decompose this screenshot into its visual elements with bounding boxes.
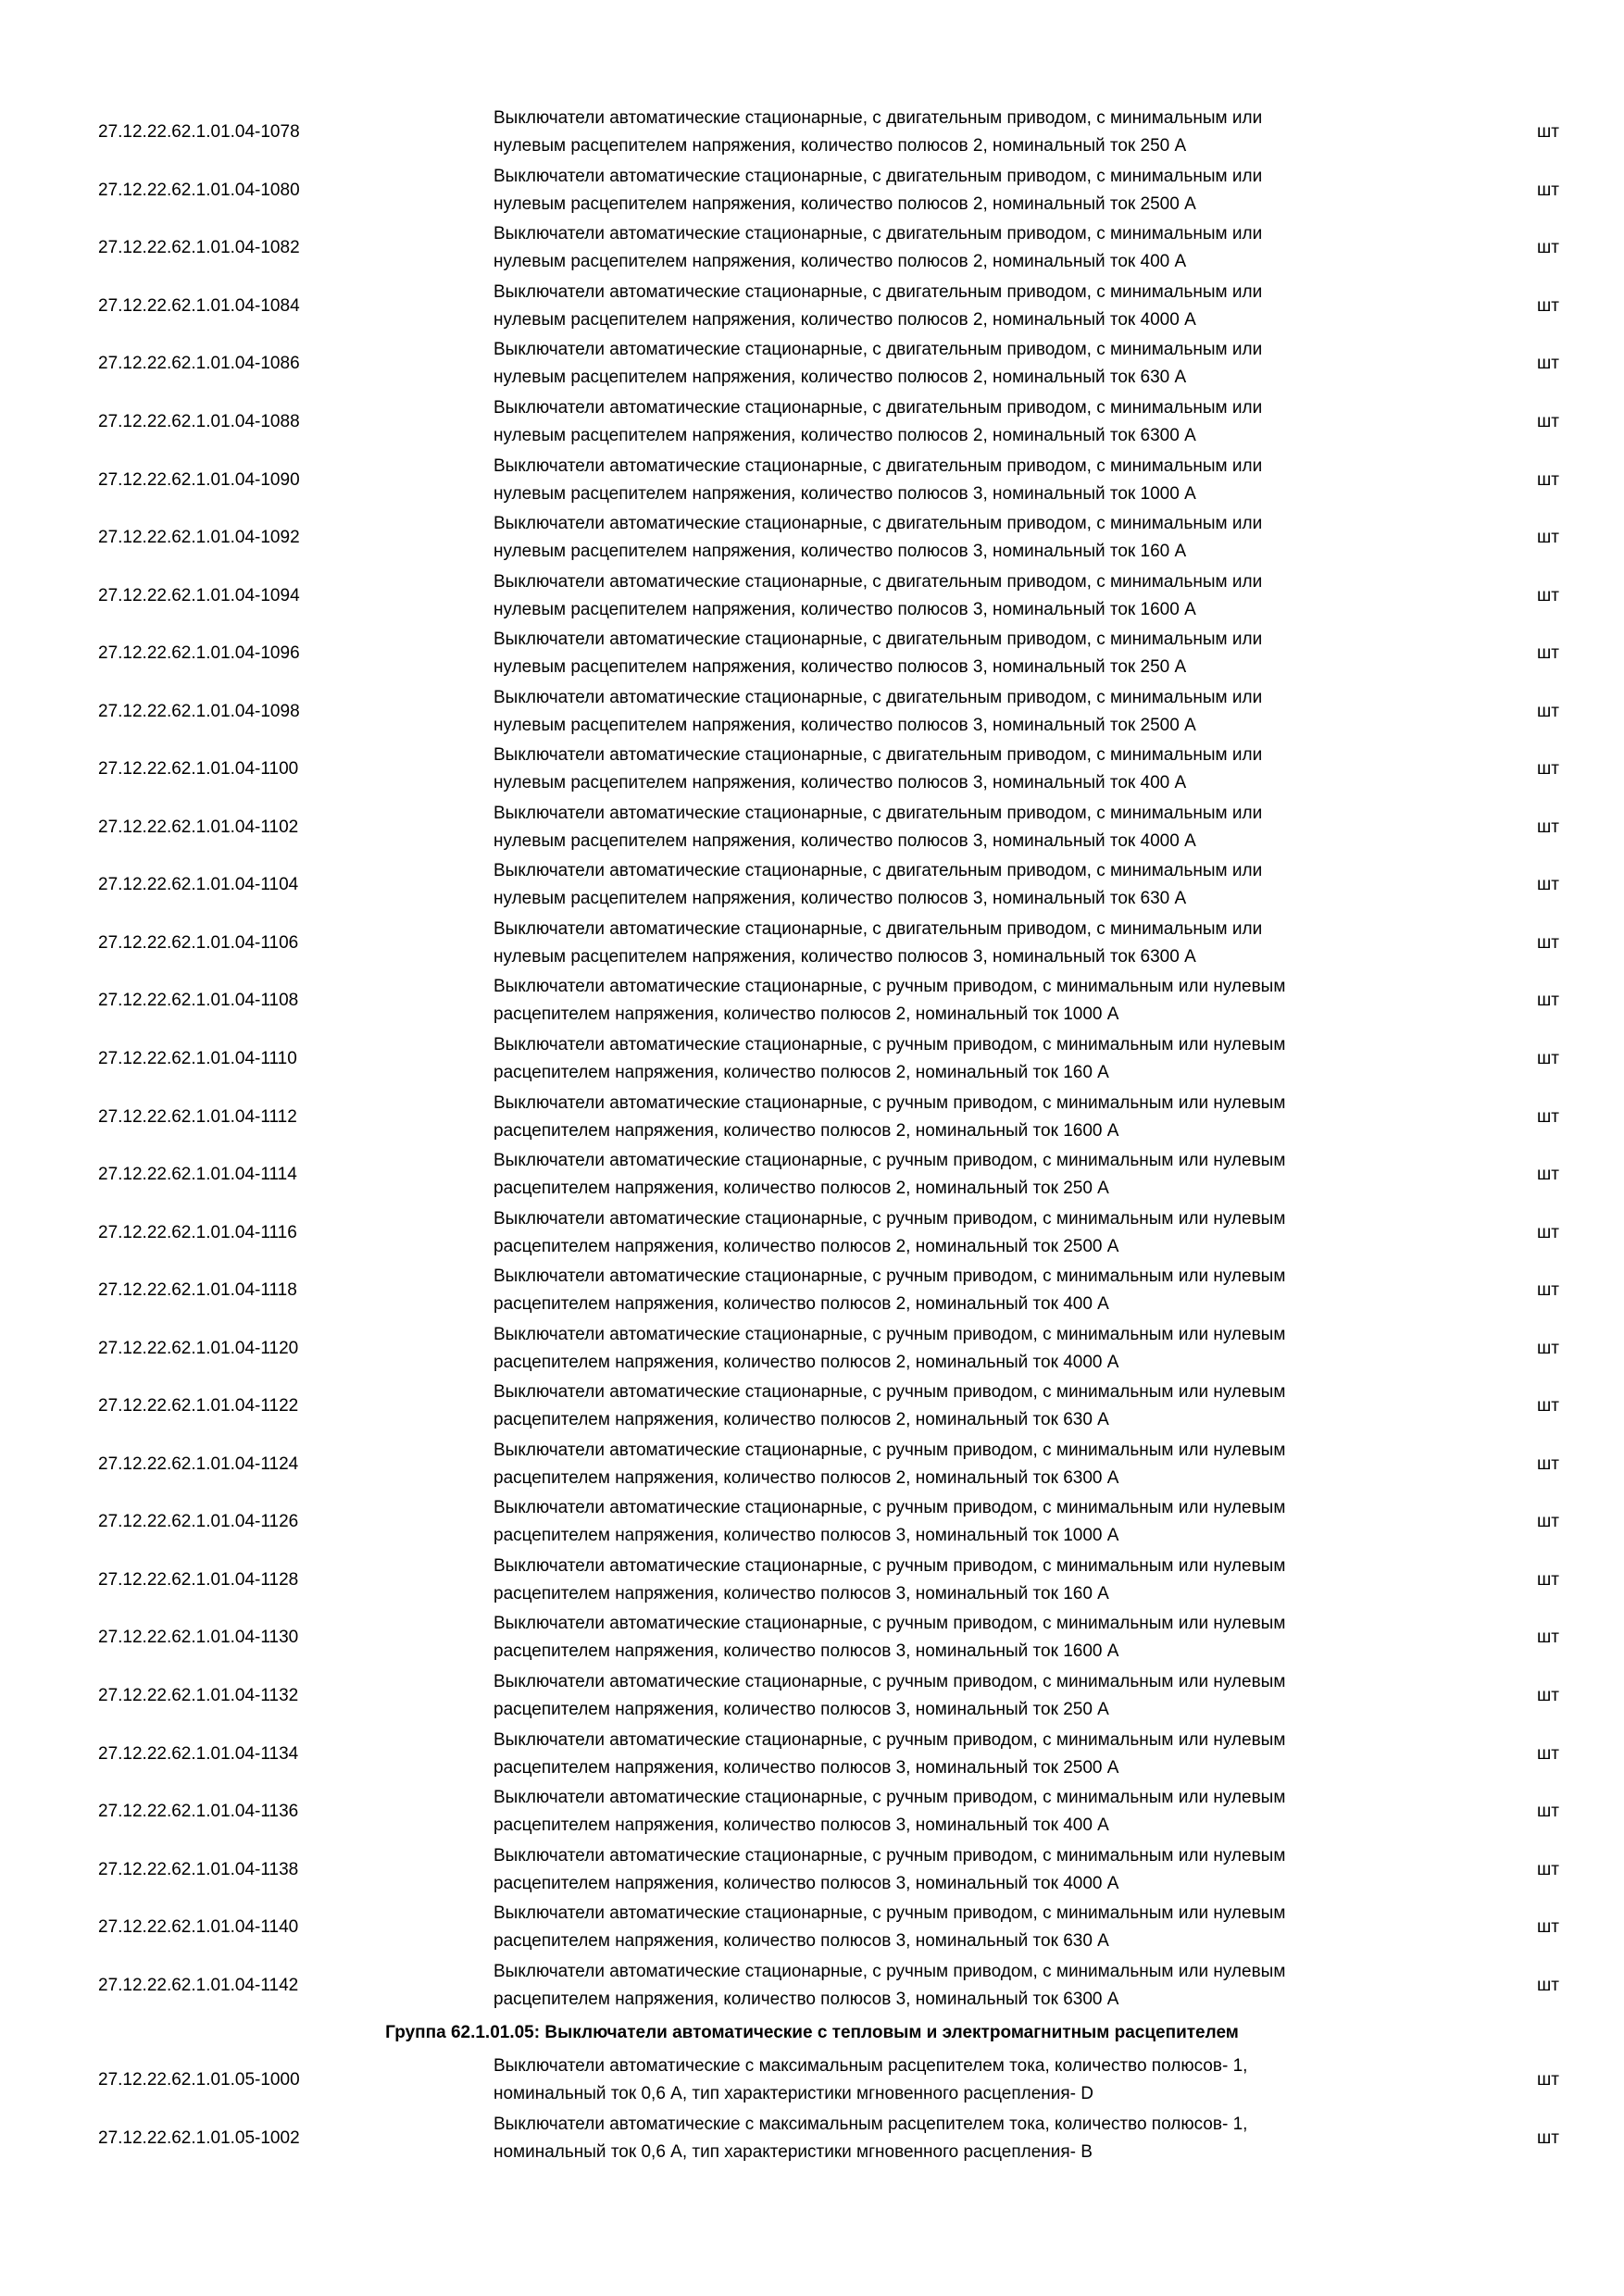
group-heading: Группа 62.1.01.05: Выключатели автоматические с тепловым и электромагнитным расцепителем — [385, 2023, 1239, 2043]
description-line-1: Выключатели автоматические стационарные, с ручным приводом, с минимальным или нулевым — [493, 1324, 1286, 1344]
description-line-2: нулевым расцепителем напряжения, количество полюсов 2, номинальный ток 4000 А — [493, 309, 1196, 330]
resource-description — [493, 335, 1419, 393]
description-line-1: Выключатели автоматические стационарные, с двигательным приводом, с минимальным или — [493, 281, 1263, 302]
resource-code: 27.12.22.62.1.01.04-1084 — [98, 295, 300, 316]
table-row — [0, 682, 1624, 741]
resource-code: 27.12.22.62.1.01.04-1122 — [98, 1396, 299, 1416]
unit-of-measure: шт — [1537, 817, 1559, 837]
unit-of-measure: шт — [1537, 528, 1559, 548]
description-line-1: Выключатели автоматические стационарные, с ручным приводом, с минимальным или нулевым — [493, 1382, 1286, 1403]
unit-of-measure: шт — [1537, 469, 1559, 490]
table-row — [0, 1088, 1624, 1146]
unit-of-measure: шт — [1537, 1165, 1559, 1185]
unit-of-measure: шт — [1537, 1743, 1559, 1764]
description-line-1: Выключатели автоматические стационарные, с ручным приводом, с минимальным или нулевым — [493, 1151, 1286, 1171]
description-line-2: расцепителем напряжения, количество полюсов 3, номинальный ток 1000 А — [493, 1526, 1119, 1546]
table-row — [0, 1262, 1624, 1320]
resource-description — [493, 162, 1419, 220]
description-line-1: Выключатели автоматические стационарные, с ручным приводом, с минимальным или нулевым — [493, 1845, 1286, 1866]
description-line-1: Выключатели автоматические стационарные, с двигательным приводом, с минимальным или — [493, 455, 1263, 476]
description-line-2: номинальный ток 0,6 А, тип характеристики мгновенного расцепления- B — [493, 2141, 1093, 2162]
description-line-1: Выключатели автоматические стационарные, с двигательным приводом, с минимальным или — [493, 687, 1263, 707]
resource-description — [493, 219, 1419, 278]
unit-of-measure: шт — [1537, 1628, 1559, 1648]
table-row — [0, 1204, 1624, 1262]
group-heading-row — [0, 2015, 1624, 2052]
resource-description — [493, 1899, 1419, 1957]
description-line-1: Выключатели автоматические стационарные, с ручным приводом, с минимальным или нулевым — [493, 1555, 1286, 1576]
rows-group-62-1-01-05 — [0, 2052, 1624, 2167]
resource-code: 27.12.22.62.1.01.05-1000 — [98, 2070, 300, 2090]
unit-of-measure: шт — [1537, 1512, 1559, 1532]
table-row — [0, 162, 1624, 220]
unit-of-measure: шт — [1537, 1396, 1559, 1416]
resource-description — [493, 104, 1419, 162]
resource-description — [493, 972, 1419, 1030]
resource-description — [493, 1378, 1419, 1436]
description-line-2: номинальный ток 0,6 А, тип характеристики мгновенного расцепления- D — [493, 2084, 1093, 2104]
table-row — [0, 741, 1624, 799]
description-line-2: расцепителем напряжения, количество полюсов 2, номинальный ток 160 А — [493, 1063, 1109, 1083]
description-line-1: Выключатели автоматические с максимальным расцепителем тока, количество полюсов- 1, — [493, 2114, 1248, 2134]
table-row — [0, 1783, 1624, 1841]
description-line-1: Выключатели автоматические стационарные, с ручным приводом, с минимальным или нулевым — [493, 1961, 1286, 1981]
description-line-2: нулевым расцепителем напряжения, количество полюсов 3, номинальный ток 6300 А — [493, 946, 1196, 967]
table-row — [0, 1609, 1624, 1667]
resource-code: 27.12.22.62.1.01.04-1092 — [98, 528, 300, 548]
table-row — [0, 625, 1624, 683]
description-line-1: Выключатели автоматические стационарные, с ручным приводом, с минимальным или нулевым — [493, 1729, 1286, 1750]
description-line-1: Выключатели автоматические стационарные, с ручным приводом, с минимальным или нулевым — [493, 1440, 1286, 1460]
resource-code: 27.12.22.62.1.01.04-1086 — [98, 354, 300, 374]
table-row — [0, 219, 1624, 278]
unit-of-measure: шт — [1537, 1917, 1559, 1938]
resource-description — [493, 1552, 1419, 1610]
resource-code: 27.12.22.62.1.01.04-1136 — [98, 1802, 299, 1822]
table-row — [0, 1146, 1624, 1204]
table-row — [0, 451, 1624, 509]
resource-code: 27.12.22.62.1.01.04-1094 — [98, 585, 300, 605]
description-line-2: нулевым расцепителем напряжения, количество полюсов 2, номинальный ток 250 А — [493, 136, 1187, 156]
table-row — [0, 1378, 1624, 1436]
table-row — [0, 799, 1624, 857]
description-line-2: расцепителем напряжения, количество полюсов 2, номинальный ток 2500 А — [493, 1236, 1119, 1256]
description-line-1: Выключатели автоматические стационарные, с ручным приводом, с минимальным или нулевым — [493, 1672, 1286, 1692]
description-line-2: расцепителем напряжения, количество полюсов 3, номинальный ток 2500 А — [493, 1757, 1119, 1778]
description-line-2: расцепителем напряжения, количество полюсов 3, номинальный ток 250 А — [493, 1700, 1109, 1720]
resource-code: 27.12.22.62.1.01.04-1106 — [98, 932, 299, 953]
description-line-2: нулевым расцепителем напряжения, количество полюсов 3, номинальный ток 400 А — [493, 773, 1187, 793]
resource-code: 27.12.22.62.1.01.04-1102 — [98, 817, 299, 837]
resource-code: 27.12.22.62.1.01.04-1138 — [98, 1859, 299, 1879]
resource-description — [493, 1262, 1419, 1320]
resource-code: 27.12.22.62.1.01.04-1120 — [98, 1338, 299, 1358]
description-line-1: Выключатели автоматические стационарные, с двигательным приводом, с минимальным или — [493, 861, 1263, 881]
unit-of-measure: шт — [1537, 932, 1559, 953]
resource-description — [493, 2052, 1419, 2110]
description-line-2: нулевым расцепителем напряжения, количество полюсов 3, номинальный ток 4000 А — [493, 830, 1196, 851]
unit-of-measure: шт — [1537, 1454, 1559, 1474]
resource-code: 27.12.22.62.1.01.04-1128 — [98, 1569, 299, 1590]
resource-description — [493, 451, 1419, 509]
description-line-2: расцепителем напряжения, количество полюсов 3, номинальный ток 6300 А — [493, 1989, 1119, 2009]
resource-code: 27.12.22.62.1.01.04-1124 — [98, 1454, 299, 1474]
unit-of-measure: шт — [1537, 1338, 1559, 1358]
resource-code: 27.12.22.62.1.01.04-1082 — [98, 238, 300, 258]
description-line-1: Выключатели автоматические стационарные, с двигательным приводом, с минимальным или — [493, 166, 1263, 186]
resource-code: 27.12.22.62.1.01.04-1090 — [98, 469, 300, 490]
description-line-1: Выключатели автоматические с максимальным расцепителем тока, количество полюсов- 1, — [493, 2056, 1248, 2077]
table-row — [0, 915, 1624, 973]
unit-of-measure: шт — [1537, 1222, 1559, 1242]
resource-description — [493, 509, 1419, 568]
resource-description — [493, 1030, 1419, 1089]
description-line-1: Выключатели автоматические стационарные, с двигательным приводом, с минимальным или — [493, 224, 1263, 244]
table-row — [0, 567, 1624, 625]
unit-of-measure: шт — [1537, 180, 1559, 200]
description-line-2: нулевым расцепителем напряжения, количество полюсов 2, номинальный ток 630 А — [493, 368, 1187, 388]
resource-description — [493, 625, 1419, 683]
unit-of-measure: шт — [1537, 354, 1559, 374]
resource-description — [493, 1667, 1419, 1726]
table-row — [0, 1841, 1624, 1899]
description-line-2: расцепителем напряжения, количество полюсов 3, номинальный ток 630 А — [493, 1931, 1109, 1952]
resource-description — [493, 856, 1419, 915]
description-line-2: расцепителем напряжения, количество полюсов 2, номинальный ток 400 А — [493, 1294, 1109, 1315]
unit-of-measure: шт — [1537, 1802, 1559, 1822]
unit-of-measure: шт — [1537, 1569, 1559, 1590]
resource-code: 27.12.22.62.1.01.04-1140 — [98, 1917, 299, 1938]
resource-code: 27.12.22.62.1.01.04-1114 — [98, 1165, 297, 1185]
resource-description — [493, 1609, 1419, 1667]
description-line-2: нулевым расцепителем напряжения, количество полюсов 3, номинальный ток 630 А — [493, 889, 1187, 909]
table-row — [0, 972, 1624, 1030]
resource-description — [493, 1436, 1419, 1494]
resource-description — [493, 1146, 1419, 1204]
resource-description — [493, 799, 1419, 857]
table-row — [0, 1493, 1624, 1552]
description-line-1: Выключатели автоматические стационарные, с двигательным приводом, с минимальным или — [493, 803, 1263, 823]
description-line-1: Выключатели автоматические стационарные, с двигательным приводом, с минимальным или — [493, 918, 1263, 939]
description-line-1: Выключатели автоматические стационарные, с двигательным приводом, с минимальным или — [493, 630, 1263, 650]
table-row — [0, 2052, 1624, 2110]
description-line-2: расцепителем напряжения, количество полюсов 3, номинальный ток 4000 А — [493, 1873, 1119, 1893]
unit-of-measure: шт — [1537, 2070, 1559, 2090]
table-row — [0, 278, 1624, 336]
table-row — [0, 1957, 1624, 2015]
description-line-2: нулевым расцепителем напряжения, количество полюсов 3, номинальный ток 160 А — [493, 542, 1187, 562]
unit-of-measure: шт — [1537, 701, 1559, 721]
resource-code: 27.12.22.62.1.01.04-1110 — [98, 1049, 297, 1069]
description-line-1: Выключатели автоматические стационарные, с ручным приводом, с минимальным или нулевым — [493, 1267, 1286, 1287]
description-line-2: нулевым расцепителем напряжения, количество полюсов 3, номинальный ток 250 А — [493, 657, 1187, 678]
unit-of-measure: шт — [1537, 875, 1559, 895]
description-line-1: Выключатели автоматические стационарные, с ручным приводом, с минимальным или нулевым — [493, 1092, 1286, 1113]
description-line-1: Выключатели автоматические стационарные, с ручным приводом, с минимальным или нулевым — [493, 1035, 1286, 1055]
description-line-2: расцепителем напряжения, количество полюсов 2, номинальный ток 6300 А — [493, 1467, 1119, 1488]
description-line-2: нулевым расцепителем напряжения, количество полюсов 2, номинальный ток 6300 А — [493, 426, 1196, 445]
resource-description — [493, 1725, 1419, 1783]
resource-description — [493, 1841, 1419, 1899]
resource-code: 27.12.22.62.1.01.04-1116 — [98, 1222, 297, 1242]
description-line-2: расцепителем напряжения, количество полюсов 2, номинальный ток 1600 А — [493, 1120, 1119, 1141]
unit-of-measure: шт — [1537, 1280, 1559, 1301]
resource-description — [493, 1319, 1419, 1378]
resource-description — [493, 1783, 1419, 1841]
description-line-1: Выключатели автоматические стационарные, с ручным приводом, с минимальным или нулевым — [493, 1614, 1286, 1634]
resource-description — [493, 1204, 1419, 1262]
unit-of-measure: шт — [1537, 991, 1559, 1011]
table-row — [0, 393, 1624, 452]
resource-description — [493, 278, 1419, 336]
table-row — [0, 1030, 1624, 1089]
resource-code: 27.12.22.62.1.01.04-1118 — [98, 1280, 297, 1301]
resource-code: 27.12.22.62.1.01.04-1100 — [98, 759, 299, 780]
table-row — [0, 509, 1624, 568]
resource-code: 27.12.22.62.1.01.04-1078 — [98, 122, 300, 143]
unit-of-measure: шт — [1537, 412, 1559, 431]
resource-description — [493, 682, 1419, 741]
unit-of-measure: шт — [1537, 295, 1559, 316]
table-row — [0, 335, 1624, 393]
description-line-1: Выключатели автоматические стационарные, с двигательным приводом, с минимальным или — [493, 340, 1263, 360]
unit-of-measure: шт — [1537, 122, 1559, 143]
table-row — [0, 1667, 1624, 1726]
resource-description — [493, 741, 1419, 799]
unit-of-measure: шт — [1537, 759, 1559, 780]
table-row — [0, 104, 1624, 162]
resource-description — [493, 393, 1419, 452]
resource-code: 27.12.22.62.1.01.04-1096 — [98, 643, 300, 664]
unit-of-measure: шт — [1537, 2128, 1559, 2148]
description-line-1: Выключатели автоматические стационарные, с двигательным приводом, с минимальным или — [493, 514, 1263, 534]
resource-code: 27.12.22.62.1.01.04-1080 — [98, 180, 300, 200]
description-line-2: расцепителем напряжения, количество полюсов 3, номинальный ток 400 А — [493, 1816, 1109, 1836]
unit-of-measure: шт — [1537, 1106, 1559, 1127]
description-line-2: расцепителем напряжения, количество полюсов 3, номинальный ток 1600 А — [493, 1641, 1119, 1662]
resource-code: 27.12.22.62.1.01.04-1142 — [98, 1975, 299, 1995]
table-row — [0, 2110, 1624, 2168]
table-row — [0, 1319, 1624, 1378]
description-line-1: Выключатели автоматические стационарные, с ручным приводом, с минимальным или нулевым — [493, 1903, 1286, 1924]
description-line-1: Выключатели автоматические стационарные, с ручным приводом, с минимальным или нулевым — [493, 1498, 1286, 1518]
description-line-1: Выключатели автоматические стационарные, с двигательным приводом, с минимальным или — [493, 398, 1263, 418]
description-line-2: нулевым расцепителем напряжения, количество полюсов 3, номинальный ток 1000 А — [493, 483, 1196, 504]
table-row — [0, 1899, 1624, 1957]
description-line-2: нулевым расцепителем напряжения, количество полюсов 2, номинальный ток 2500 А — [493, 193, 1196, 214]
description-line-1: Выключатели автоматические стационарные, с двигательным приводом, с минимальным или — [493, 571, 1263, 592]
rows-group-62-1-01-04 — [0, 104, 1624, 2015]
description-line-2: расцепителем напряжения, количество полюсов 2, номинальный ток 1000 А — [493, 1004, 1119, 1025]
table-row — [0, 1725, 1624, 1783]
description-line-1: Выключатели автоматические стационарные, с двигательным приводом, с минимальным или — [493, 745, 1263, 766]
resource-code: 27.12.22.62.1.01.04-1098 — [98, 701, 300, 721]
resource-description — [493, 915, 1419, 973]
unit-of-measure: шт — [1537, 1975, 1559, 1995]
description-line-2: расцепителем напряжения, количество полюсов 2, номинальный ток 630 А — [493, 1410, 1109, 1430]
resource-code: 27.12.22.62.1.01.04-1132 — [98, 1686, 299, 1706]
table-row — [0, 1436, 1624, 1494]
price-list-table — [0, 104, 1624, 2167]
table-row — [0, 856, 1624, 915]
resource-description — [493, 1493, 1419, 1552]
resource-description — [493, 1957, 1419, 2015]
description-line-1: Выключатели автоматические стационарные, с ручным приводом, с минимальным или нулевым — [493, 977, 1286, 997]
resource-description — [493, 2110, 1419, 2168]
resource-code: 27.12.22.62.1.01.04-1108 — [98, 991, 299, 1011]
description-line-2: нулевым расцепителем напряжения, количество полюсов 3, номинальный ток 1600 А — [493, 599, 1196, 619]
unit-of-measure: шт — [1537, 1049, 1559, 1069]
resource-code: 27.12.22.62.1.01.05-1002 — [98, 2128, 300, 2148]
resource-description — [493, 1088, 1419, 1146]
unit-of-measure: шт — [1537, 643, 1559, 664]
description-line-1: Выключатели автоматические стационарные, с двигательным приводом, с минимальным или — [493, 108, 1263, 129]
unit-of-measure: шт — [1537, 1686, 1559, 1706]
description-line-2: нулевым расцепителем напряжения, количество полюсов 2, номинальный ток 400 А — [493, 252, 1187, 272]
resource-code: 27.12.22.62.1.01.04-1112 — [98, 1106, 297, 1127]
description-line-2: расцепителем напряжения, количество полюсов 3, номинальный ток 160 А — [493, 1583, 1109, 1603]
resource-code: 27.12.22.62.1.01.04-1134 — [98, 1743, 299, 1764]
resource-code: 27.12.22.62.1.01.04-1088 — [98, 412, 300, 431]
resource-description — [493, 567, 1419, 625]
unit-of-measure: шт — [1537, 238, 1559, 258]
table-row — [0, 1552, 1624, 1610]
unit-of-measure: шт — [1537, 585, 1559, 605]
resource-code: 27.12.22.62.1.01.04-1104 — [98, 875, 299, 895]
description-line-2: расцепителем напряжения, количество полюсов 2, номинальный ток 250 А — [493, 1179, 1109, 1199]
description-line-2: нулевым расцепителем напряжения, количество полюсов 3, номинальный ток 2500 А — [493, 715, 1196, 735]
resource-code: 27.12.22.62.1.01.04-1126 — [98, 1512, 299, 1532]
description-line-2: расцепителем напряжения, количество полюсов 2, номинальный ток 4000 А — [493, 1352, 1119, 1372]
resource-code: 27.12.22.62.1.01.04-1130 — [98, 1628, 299, 1648]
description-line-1: Выключатели автоматические стационарные, с ручным приводом, с минимальным или нулевым — [493, 1208, 1286, 1229]
unit-of-measure: шт — [1537, 1859, 1559, 1879]
description-line-1: Выключатели автоматические стационарные, с ручным приводом, с минимальным или нулевым — [493, 1788, 1286, 1808]
